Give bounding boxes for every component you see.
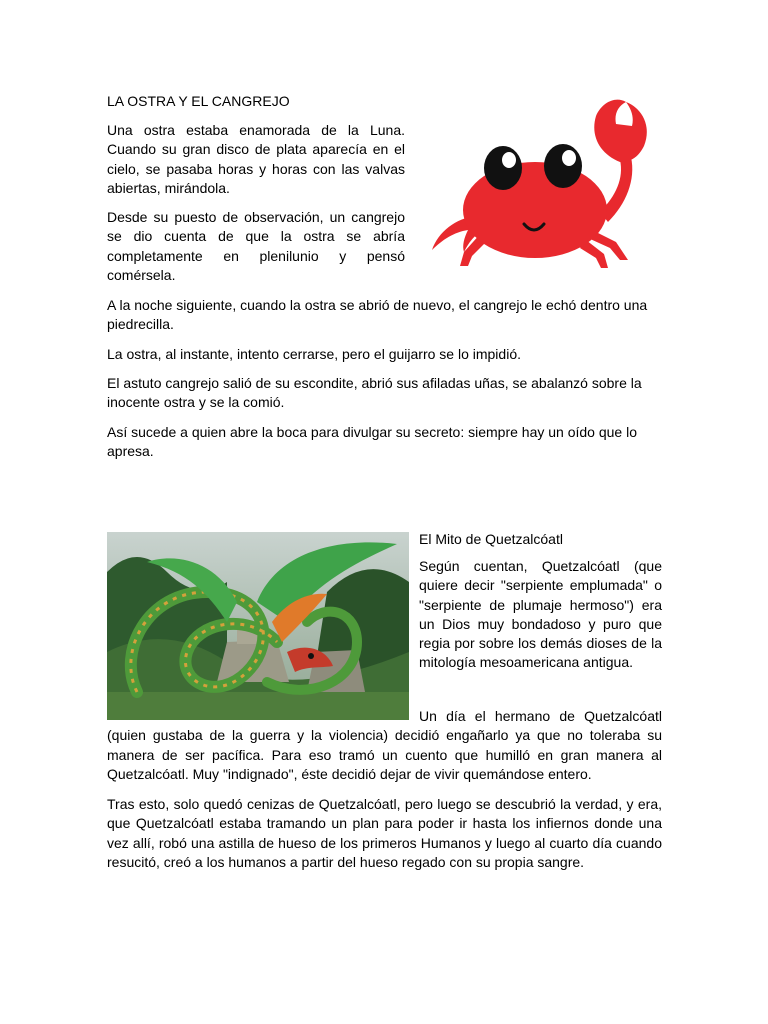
story1-paragraph-5: El astuto cangrejo salió de su escondite, abrió sus afiladas uñas, se abalanzó sobre la inocente ostra y se la comió. — [107, 375, 642, 411]
story1-paragraph-4: La ostra, al instante, intento cerrarse, pero el guijarro se lo impidió. — [107, 346, 521, 362]
story1-paragraph-2: Desde su puesto de observación, un cangrejo se dio cuenta de que la ostra se abría completamente en plenilunio y pensó comérsela. — [107, 209, 405, 283]
story1-title: LA OSTRA Y EL CANGREJO — [107, 93, 290, 109]
crab-illustration — [420, 92, 650, 272]
story2-paragraph-1: Según cuentan, Quetzalcóatl (que quiere decir "serpiente emplumada" o "serpiente de plumaje hermoso") era un Dios muy bondadoso y puro que regia por sobre los demás dioses de la mitología mesoamericana antigua. — [419, 558, 662, 671]
story1-paragraph-1: Una ostra estaba enamorada de la Luna. Cuando su gran disco de plata aparecía en el cielo, se pasaba horas y horas con las valvas abiertas, mirándola. — [107, 122, 405, 196]
quetzalcoatl-illustration — [107, 532, 409, 720]
story2-title: El Mito de Quetzalcóatl — [419, 531, 563, 547]
story2-paragraph-3: Tras esto, solo quedó cenizas de Quetzalcóatl, pero luego se descubrió la verdad, y era, que Quetzalcóatl estaba tramando un plan para poder ir hasta los infiernos donde una vez allí, robó una astilla de hueso de los primeros Humanos y luego al cuarto día cuando resucitó, creó a los humanos a partir del hueso regado con su propia sangre. — [107, 796, 662, 870]
story1-paragraph-3: A la noche siguiente, cuando la ostra se abrió de nuevo, el cangrejo le echó dentro una piedrecilla. — [107, 297, 648, 333]
story1-paragraph-6: Así sucede a quien abre la boca para divulgar su secreto: siempre hay un oído que lo apresa. — [107, 424, 637, 460]
story2-paragraph-2: Un día el hermano de Quetzalcóatl (quien gustaba de la guerra y la violencia) decidió engañarlo ya que no toleraba su manera de ser pacífica. Para eso tramó un cuento que humilló en gran manera al Quetzalcóatl. Muy "indignado", éste decidió dejar de vivir quemándose entero. — [107, 708, 662, 782]
